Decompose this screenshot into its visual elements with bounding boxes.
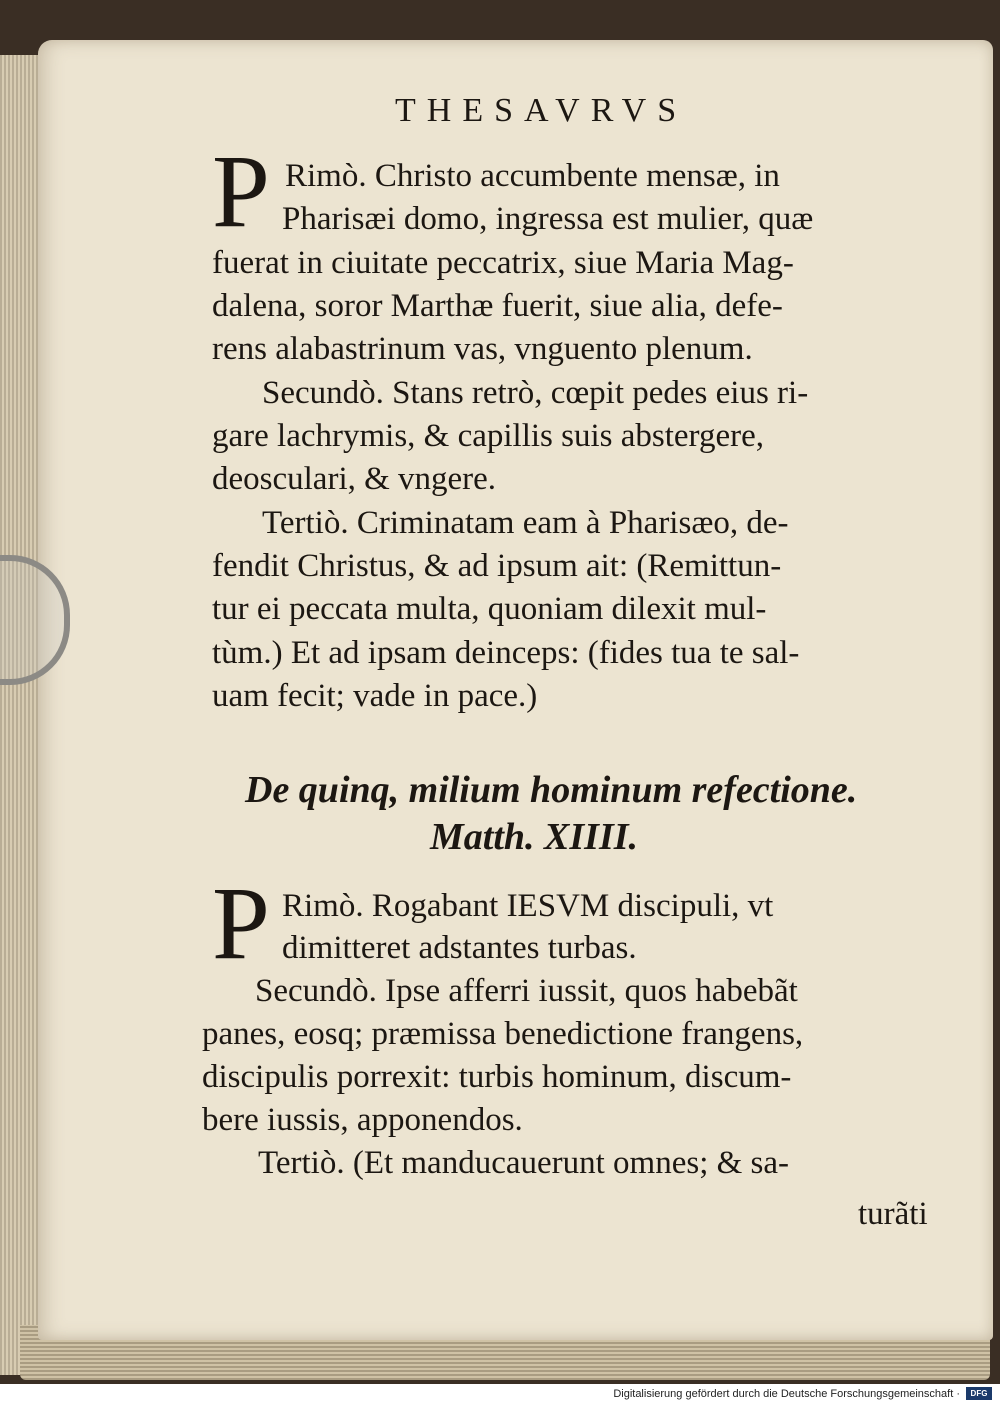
text-line: Secundò. Stans retrò, cœpit pedes eius ri- xyxy=(262,375,809,411)
text-line: Tertiò. (Et manducauerunt omnes; & sa- xyxy=(258,1145,790,1181)
text-line: rens alabastrinum vas, vnguento plenum. xyxy=(212,331,753,367)
running-title: THESAVRVS xyxy=(395,92,688,129)
catchword: turãti xyxy=(858,1196,928,1232)
text-line: dalena, soror Marthæ fuerit, siue alia, defe- xyxy=(212,288,783,324)
page-stack-edge xyxy=(0,55,40,1375)
dropcap-2: P xyxy=(212,866,270,981)
text-line: tur ei peccata multa, quoniam dilexit mul- xyxy=(212,591,767,627)
text-line: deosculari, & vngere. xyxy=(212,461,497,497)
text-line: gare lachrymis, & capillis suis abstergere, xyxy=(212,418,764,454)
section-heading-reference: Matth. XIIII. xyxy=(430,816,639,858)
text-line: uam fecit; vade in pace.) xyxy=(212,678,538,714)
text-line: Tertiò. Criminatam eam à Pharisæo, de- xyxy=(262,505,789,541)
text-line: discipulis porrexit: turbis hominum, discum- xyxy=(202,1059,792,1095)
text-line: Secundò. Ipse afferri iussit, quos habebãt xyxy=(255,973,798,1009)
text-line: panes, eosq; præmissa benedictione frangens, xyxy=(202,1016,804,1052)
footer-bar xyxy=(0,1384,1000,1404)
text-line: dimitteret adstantes turbas. xyxy=(282,930,637,966)
footer-credit: Digitalisierung gefördert durch die Deutsche Forschungsgemeinschaft · xyxy=(613,1388,960,1400)
text-line: Rimò. Christo accumbente mensæ, in xyxy=(285,158,780,194)
text-line: tùm.) Et ad ipsam deinceps: (fides tua te sal- xyxy=(212,635,800,671)
text-line: Pharisæi domo, ingressa est mulier, quæ xyxy=(282,201,814,237)
text-line: Rimò. Rogabant IESVM discipuli, vt xyxy=(282,888,774,924)
dropcap-1: P xyxy=(212,134,270,249)
text-line: fuerat in ciuitate peccatrix, siue Maria Mag- xyxy=(212,245,794,281)
text-line: bere iussis, apponendos. xyxy=(202,1102,523,1138)
section-heading: De quinq, milium hominum refectione. xyxy=(245,769,858,811)
text-line: fendit Christus, & ad ipsum ait: (Remittun- xyxy=(212,548,782,584)
dfg-logo-icon: DFG xyxy=(966,1387,992,1400)
